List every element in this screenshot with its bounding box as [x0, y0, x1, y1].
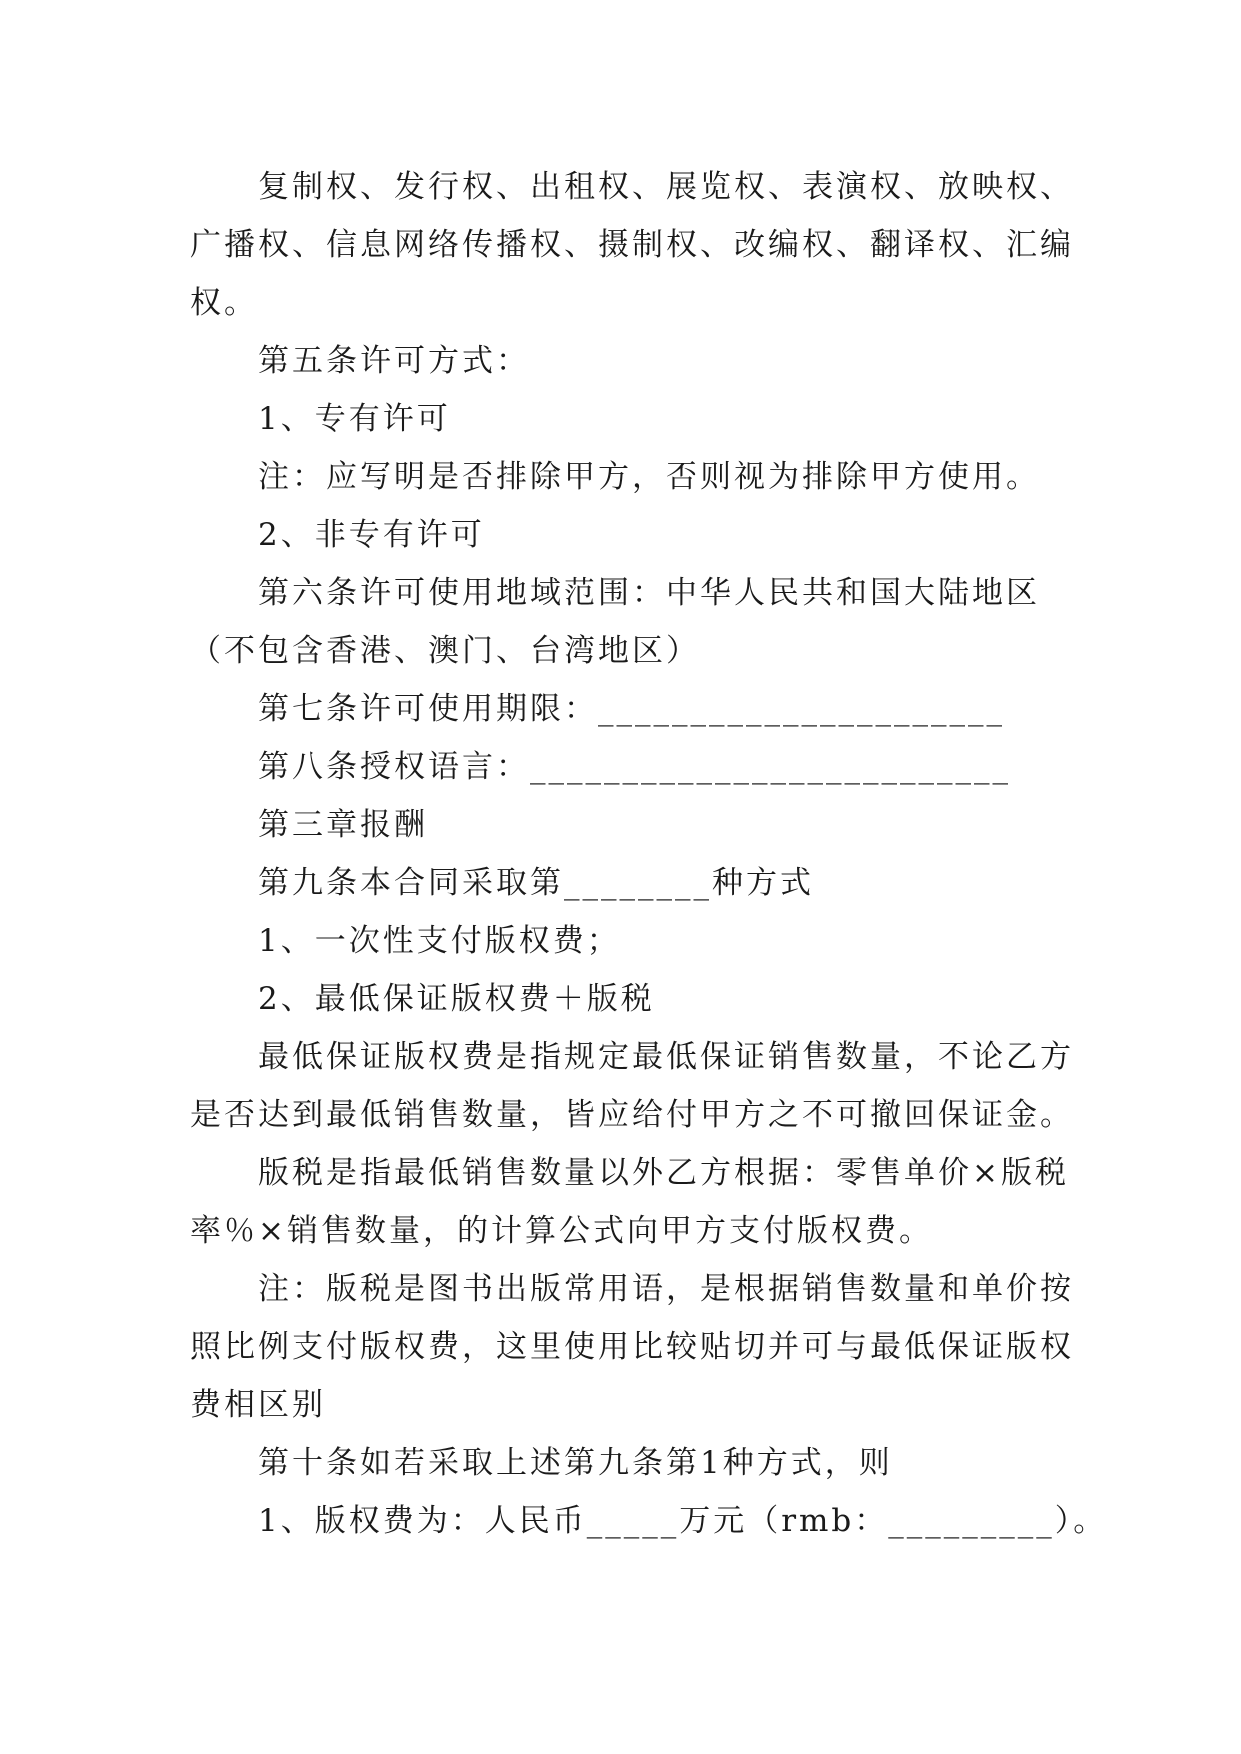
list-item: 1、版权费为：人民币_____万元（rmb：_________）。 [258, 1503, 1108, 1539]
paragraph-line: 最低保证版权费是指规定最低保证销售数量，不论乙方 [258, 1039, 1074, 1075]
paragraph-line: 广播权、信息网络传播权、摄制权、改编权、翻译权、汇编 [190, 227, 1074, 263]
article-heading: 第九条本合同采取第________种方式 [258, 865, 814, 901]
list-item: 1、专有许可 [258, 401, 451, 437]
paragraph-line: 照比例支付版权费，这里使用比较贴切并可与最低保证版权 [190, 1329, 1074, 1365]
paragraph-line: 版税是指最低销售数量以外乙方根据：零售单价×版税 [258, 1155, 1069, 1191]
note-line: 注：应写明是否排除甲方，否则视为排除甲方使用。 [258, 459, 1040, 495]
article-heading: 第八条授权语言：__________________________ [258, 749, 1011, 785]
paragraph-line: 费相区别 [190, 1387, 326, 1423]
article-heading: 第六条许可使用地域范围：中华人民共和国大陆地区 [258, 575, 1040, 611]
paragraph-line: 是否达到最低销售数量，皆应给付甲方之不可撤回保证金。 [190, 1097, 1074, 1133]
article-heading: 第五条许可方式： [258, 343, 530, 379]
list-item: 2、非专有许可 [258, 517, 485, 553]
note-line: 注：版税是图书出版常用语，是根据销售数量和单价按 [258, 1271, 1074, 1307]
chapter-heading: 第三章报酬 [258, 807, 428, 843]
article-heading: 第七条许可使用期限：______________________ [258, 691, 1005, 727]
paragraph-line: 权。 [190, 285, 258, 321]
list-item: 1、一次性支付版权费； [258, 923, 621, 959]
document-body [190, 158, 1108, 1550]
article-heading: 第十条如若采取上述第九条第1种方式，则 [258, 1445, 893, 1481]
paragraph-line: （不包含香港、澳门、台湾地区） [190, 633, 700, 669]
paragraph-line: 复制权、发行权、出租权、展览权、表演权、放映权、 [258, 169, 1074, 205]
list-item: 2、最低保证版权费＋版税 [258, 981, 655, 1017]
paragraph-line: 率％×销售数量，的计算公式向甲方支付版权费。 [190, 1213, 933, 1249]
